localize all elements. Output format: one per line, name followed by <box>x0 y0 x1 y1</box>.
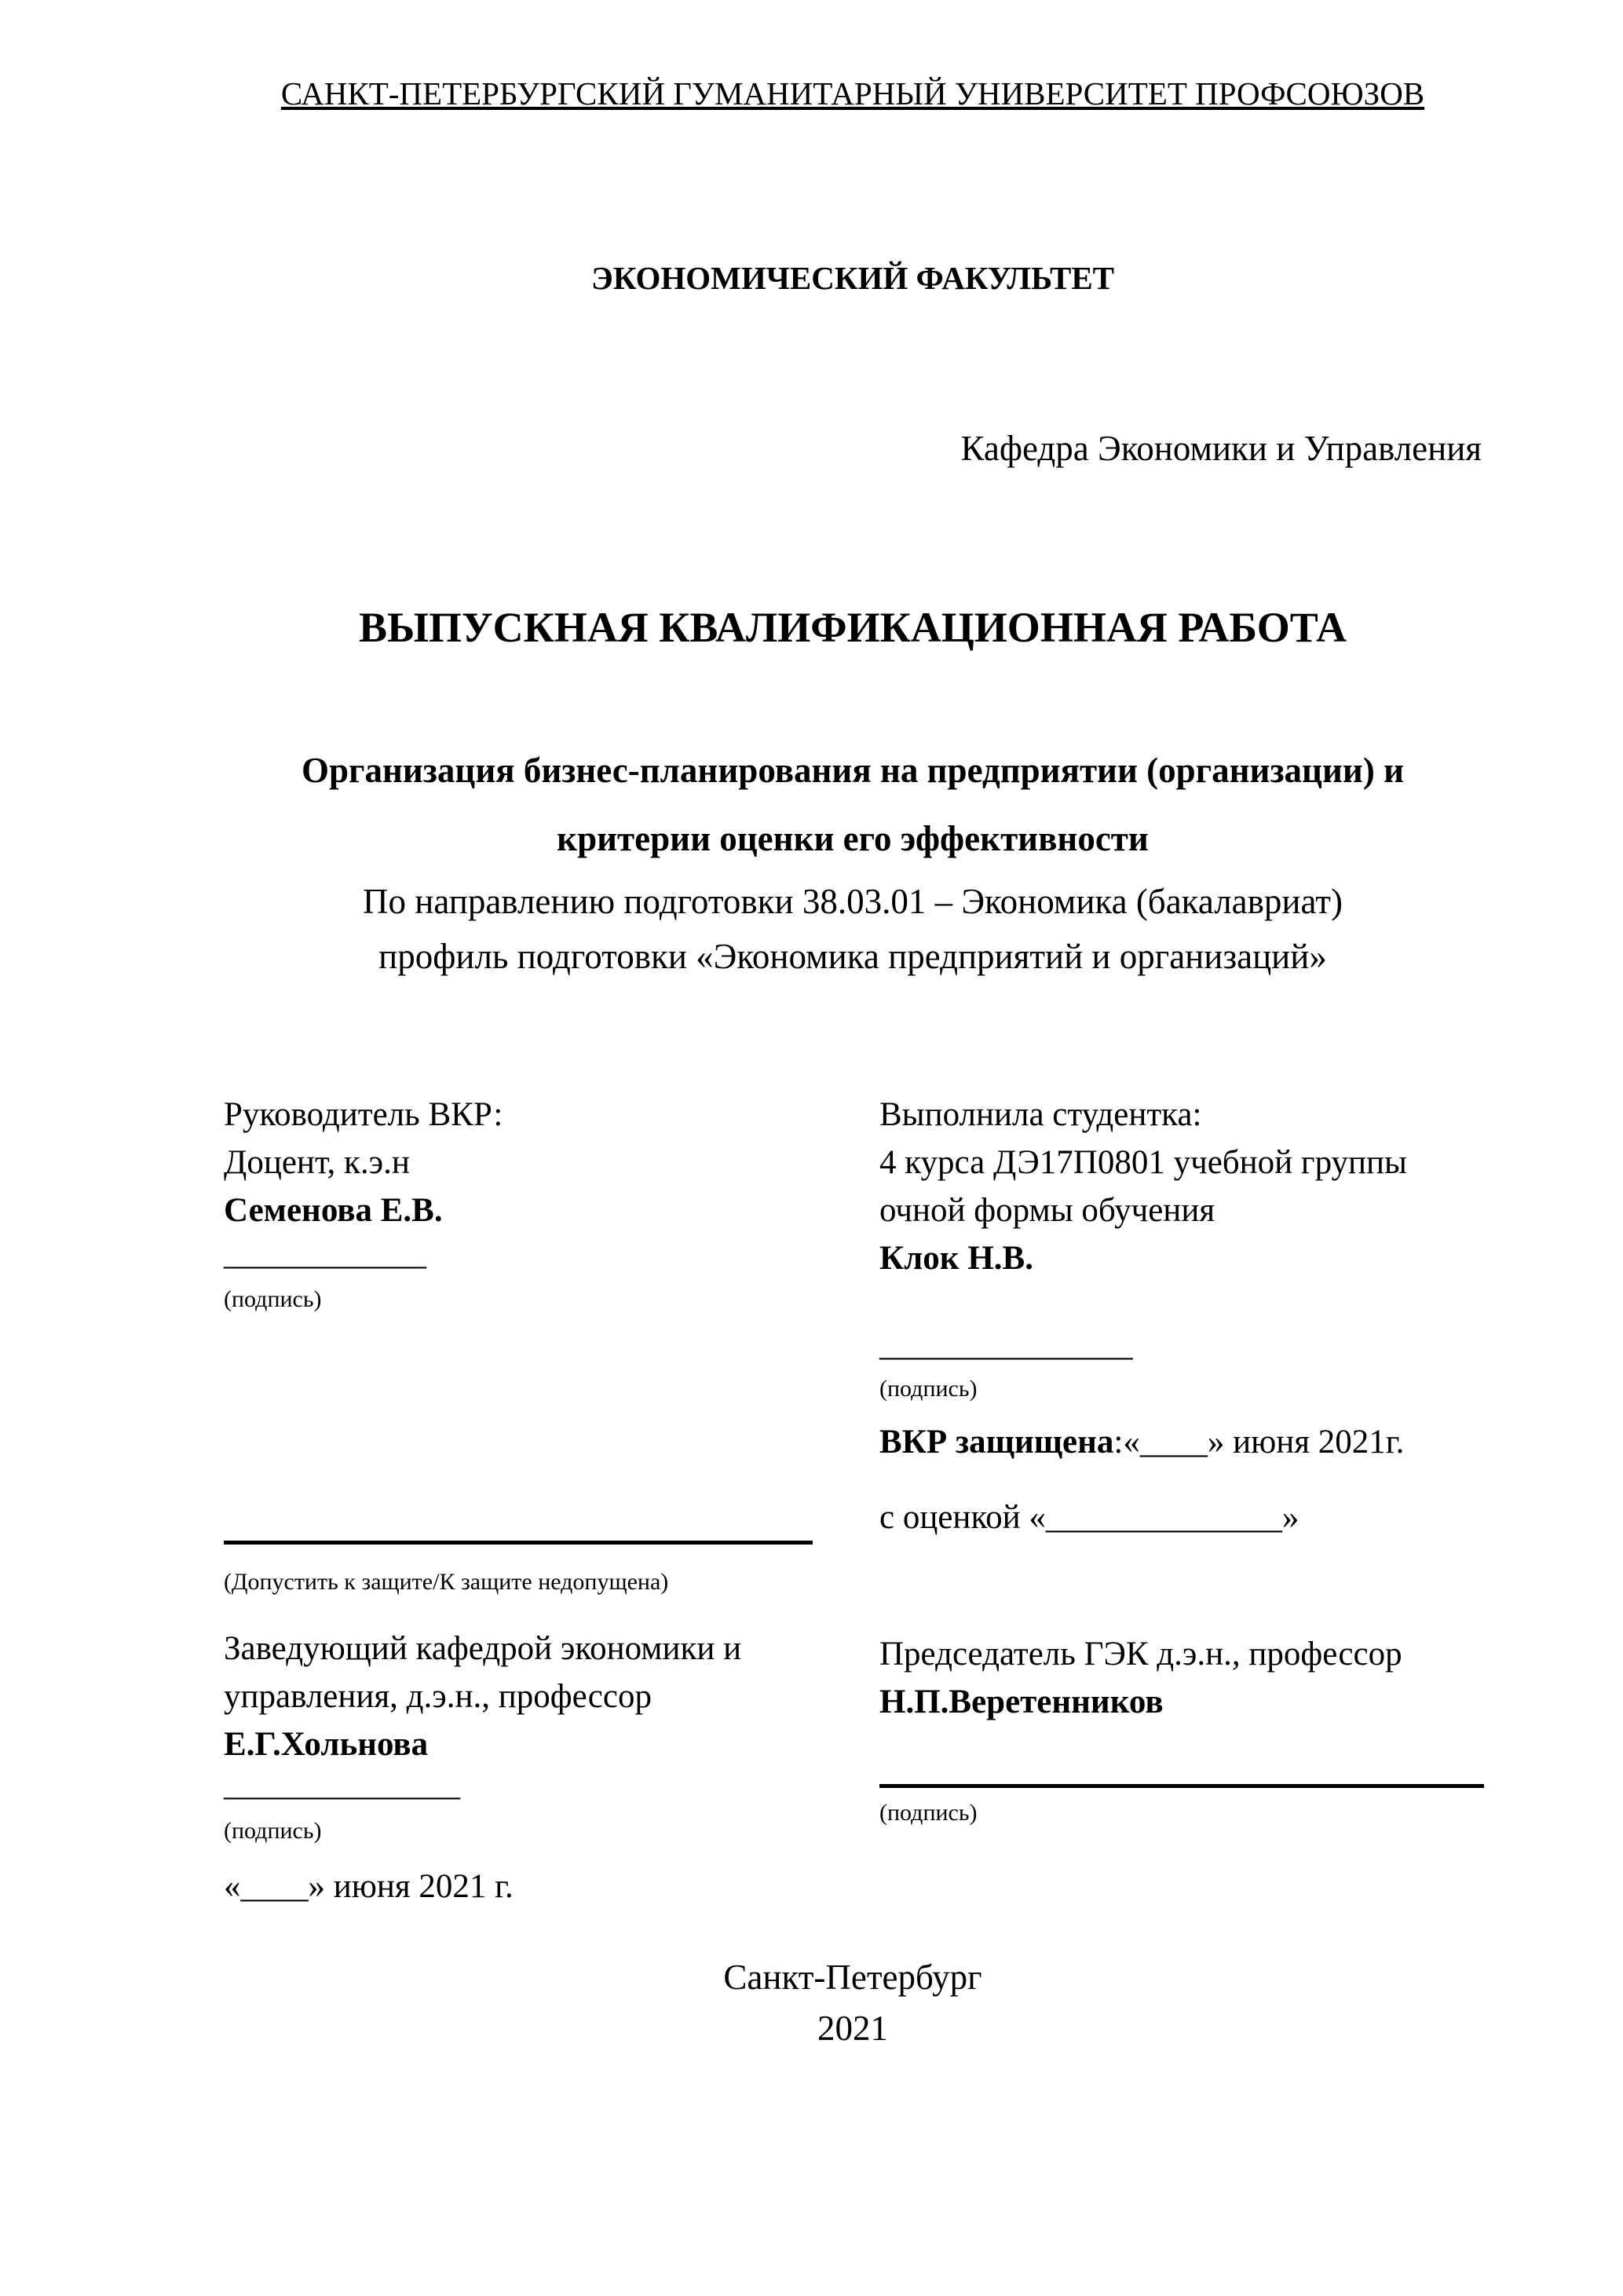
department-head-line-2: управления, д.э.н., профессор <box>224 1678 652 1715</box>
defended-line <box>879 1423 1404 1461</box>
student-signature-line: _______________ <box>879 1326 1133 1363</box>
head-signature-line: ______________ <box>224 1766 460 1803</box>
footer-city: Санкт-Петербург <box>723 1958 982 1997</box>
student-label: Выполнила студентка: <box>879 1096 1202 1133</box>
university-name: САНКТ-ПЕТЕРБУРГСКИЙ ГУМАНИТАРНЫЙ УНИВЕРСИТЕТ ПРОФСОЮЗОВ <box>280 75 1425 112</box>
department-head-line-1: Заведующий кафедрой экономики и <box>224 1630 742 1667</box>
admission-caption: (Допустить к защите/К защите недопущена) <box>224 1569 669 1595</box>
department-name: Кафедра Экономики и Управления <box>960 429 1482 468</box>
student-study-form: очной формы обучения <box>879 1192 1215 1229</box>
student-group: 4 курса ДЭ17П0801 учебной группы <box>879 1144 1407 1181</box>
grade-line: с оценкой «______________» <box>879 1499 1299 1536</box>
committee-chair-title: Председатель ГЭК д.э.н., профессор <box>879 1636 1402 1673</box>
topic-line-2: критерии оценки его эффективности <box>557 819 1149 858</box>
committee-chair-name: Н.П.Веретенников <box>879 1684 1164 1720</box>
supervisor-position: Доцент, к.э.н <box>224 1144 410 1181</box>
committee-signature-caption: (подпись) <box>879 1800 978 1826</box>
work-type-title: ВЫПУСКНАЯ КВАЛИФИКАЦИОННАЯ РАБОТА <box>358 604 1347 651</box>
supervisor-signature-line: ____________ <box>224 1235 426 1272</box>
topic-line-1: Организация бизнес-планирования на предприятии (организации) и <box>301 751 1404 790</box>
defended-label: ВКР защищена <box>879 1424 1114 1461</box>
admission-rule <box>224 1541 813 1545</box>
student-name: Клок Н.В. <box>879 1240 1033 1277</box>
committee-rule <box>879 1784 1484 1788</box>
profile-line: профиль подготовки «Экономика предприятий и организаций» <box>378 937 1327 976</box>
defended-rest: :«____» июня 2021г. <box>1113 1424 1405 1461</box>
footer-year: 2021 <box>817 2009 888 2048</box>
student-signature-caption: (подпись) <box>879 1376 978 1402</box>
faculty-name: ЭКОНОМИЧЕСКИЙ ФАКУЛЬТЕТ <box>590 260 1115 296</box>
head-signature-caption: (подпись) <box>224 1818 322 1844</box>
admission-date: «____» июня 2021 г. <box>224 1868 514 1905</box>
direction-line: По направлению подготовки 38.03.01 – Экономика (бакалавриат) <box>363 882 1343 921</box>
supervisor-signature-caption: (подпись) <box>224 1286 322 1312</box>
department-head-name: Е.Г.Хольнова <box>224 1726 429 1763</box>
supervisor-name: Семенова Е.В. <box>224 1192 443 1229</box>
supervisor-label: Руководитель ВКР: <box>224 1096 503 1133</box>
